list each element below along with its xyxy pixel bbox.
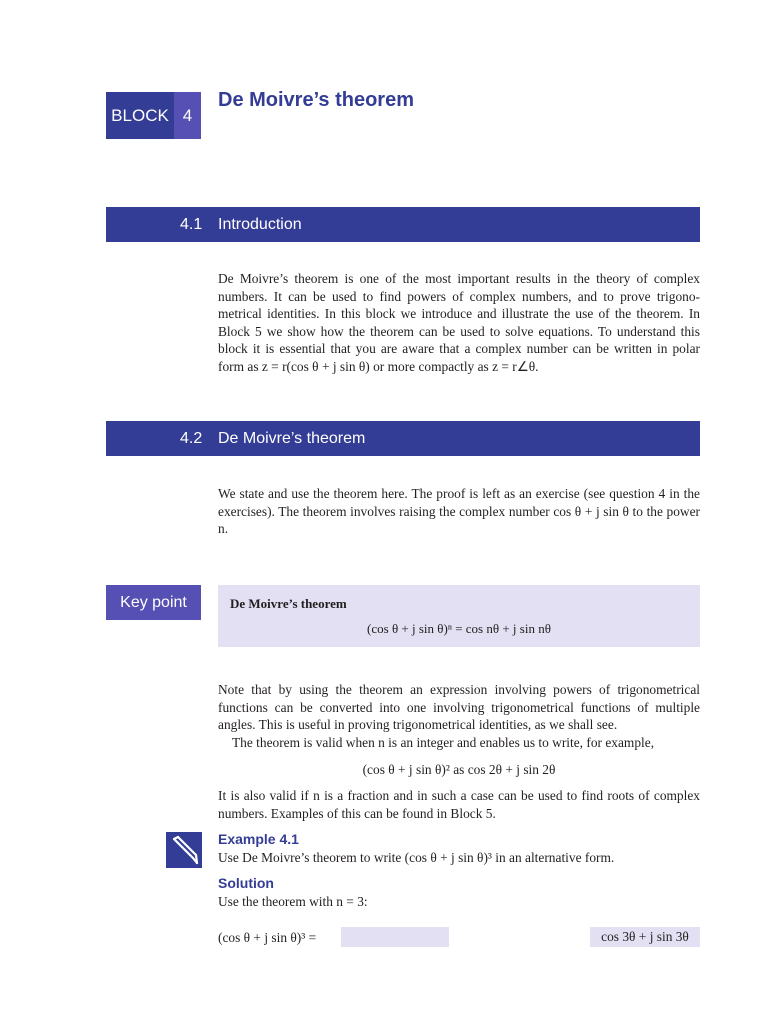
section-bar-theorem bbox=[106, 421, 700, 456]
solution-heading: Solution bbox=[218, 875, 274, 891]
example-question: Use De Moivre’s theorem to write (cos θ + j sin θ)³ in an alternative form. bbox=[218, 850, 615, 865]
key-point-box bbox=[218, 585, 700, 647]
valid-paragraph: The theorem is valid when n is an integer and enables us to write, for example, bbox=[232, 734, 655, 750]
note-paragraph: Note that by using the theorem an expression involving powers of trigonometrical functions can be converted into one involving trigonometrical functions of multiple angles. This is useful in proving trigonometrical identities, as we shall see. The theorem is valid when n is an integer and enables us to write, for example, bbox=[218, 682, 700, 750]
solution-text: Use the theorem with n = 3: bbox=[218, 894, 368, 909]
fraction-paragraph: It is also valid if n is a fraction and in such a case can be used to find roots of complex numbers. Examples of this can be found in Block 5. bbox=[218, 788, 700, 821]
section-number: 4.1 bbox=[180, 216, 203, 233]
intro-paragraph: De Moivre’s theorem is one of the most important results in the theory of complex numbers. It can be used to find powers of complex numbers, and to prove trigono-metrical identities. In this block we introduce and illustrate the use of the theorem. In Block 5 we show how the theorem can be used to solve equations. To understand this block it is essential that you are aware that a complex number can be written in polar form as z = r(cos θ + j sin θ) or more compactly as z = r∠θ. bbox=[218, 271, 700, 374]
answer-value: cos 3θ + j sin 3θ bbox=[590, 927, 700, 947]
section-number: 4.2 bbox=[180, 430, 203, 447]
key-point-label: Key point bbox=[106, 585, 201, 620]
solution-lhs: (cos θ + j sin θ)³ = bbox=[218, 930, 317, 945]
key-point-title: De Moivre’s theorem bbox=[230, 596, 347, 611]
theorem-paragraph: We state and use the theorem here. The proof is left as an exercise (see question 4 in the exercises). The theorem involves raising the complex number cos θ + j sin θ to the power n. bbox=[218, 486, 700, 537]
section-title: Introduction bbox=[218, 216, 302, 233]
example-equation: (cos θ + j sin θ)² as cos 2θ + j sin 2θ bbox=[362, 762, 556, 777]
block-number: 4 bbox=[174, 92, 201, 139]
block-title: De Moivre’s theorem bbox=[218, 89, 414, 111]
answer-blank bbox=[341, 927, 449, 947]
section-title: De Moivre’s theorem bbox=[218, 430, 366, 447]
key-point-equation: (cos θ + j sin θ)ⁿ = cos nθ + j sin nθ bbox=[367, 621, 551, 636]
section-bar-introduction bbox=[106, 207, 700, 242]
block-tab bbox=[106, 92, 201, 139]
block-label: BLOCK bbox=[106, 92, 174, 139]
example-heading: Example 4.1 bbox=[218, 831, 299, 847]
pencil-icon bbox=[166, 832, 202, 868]
